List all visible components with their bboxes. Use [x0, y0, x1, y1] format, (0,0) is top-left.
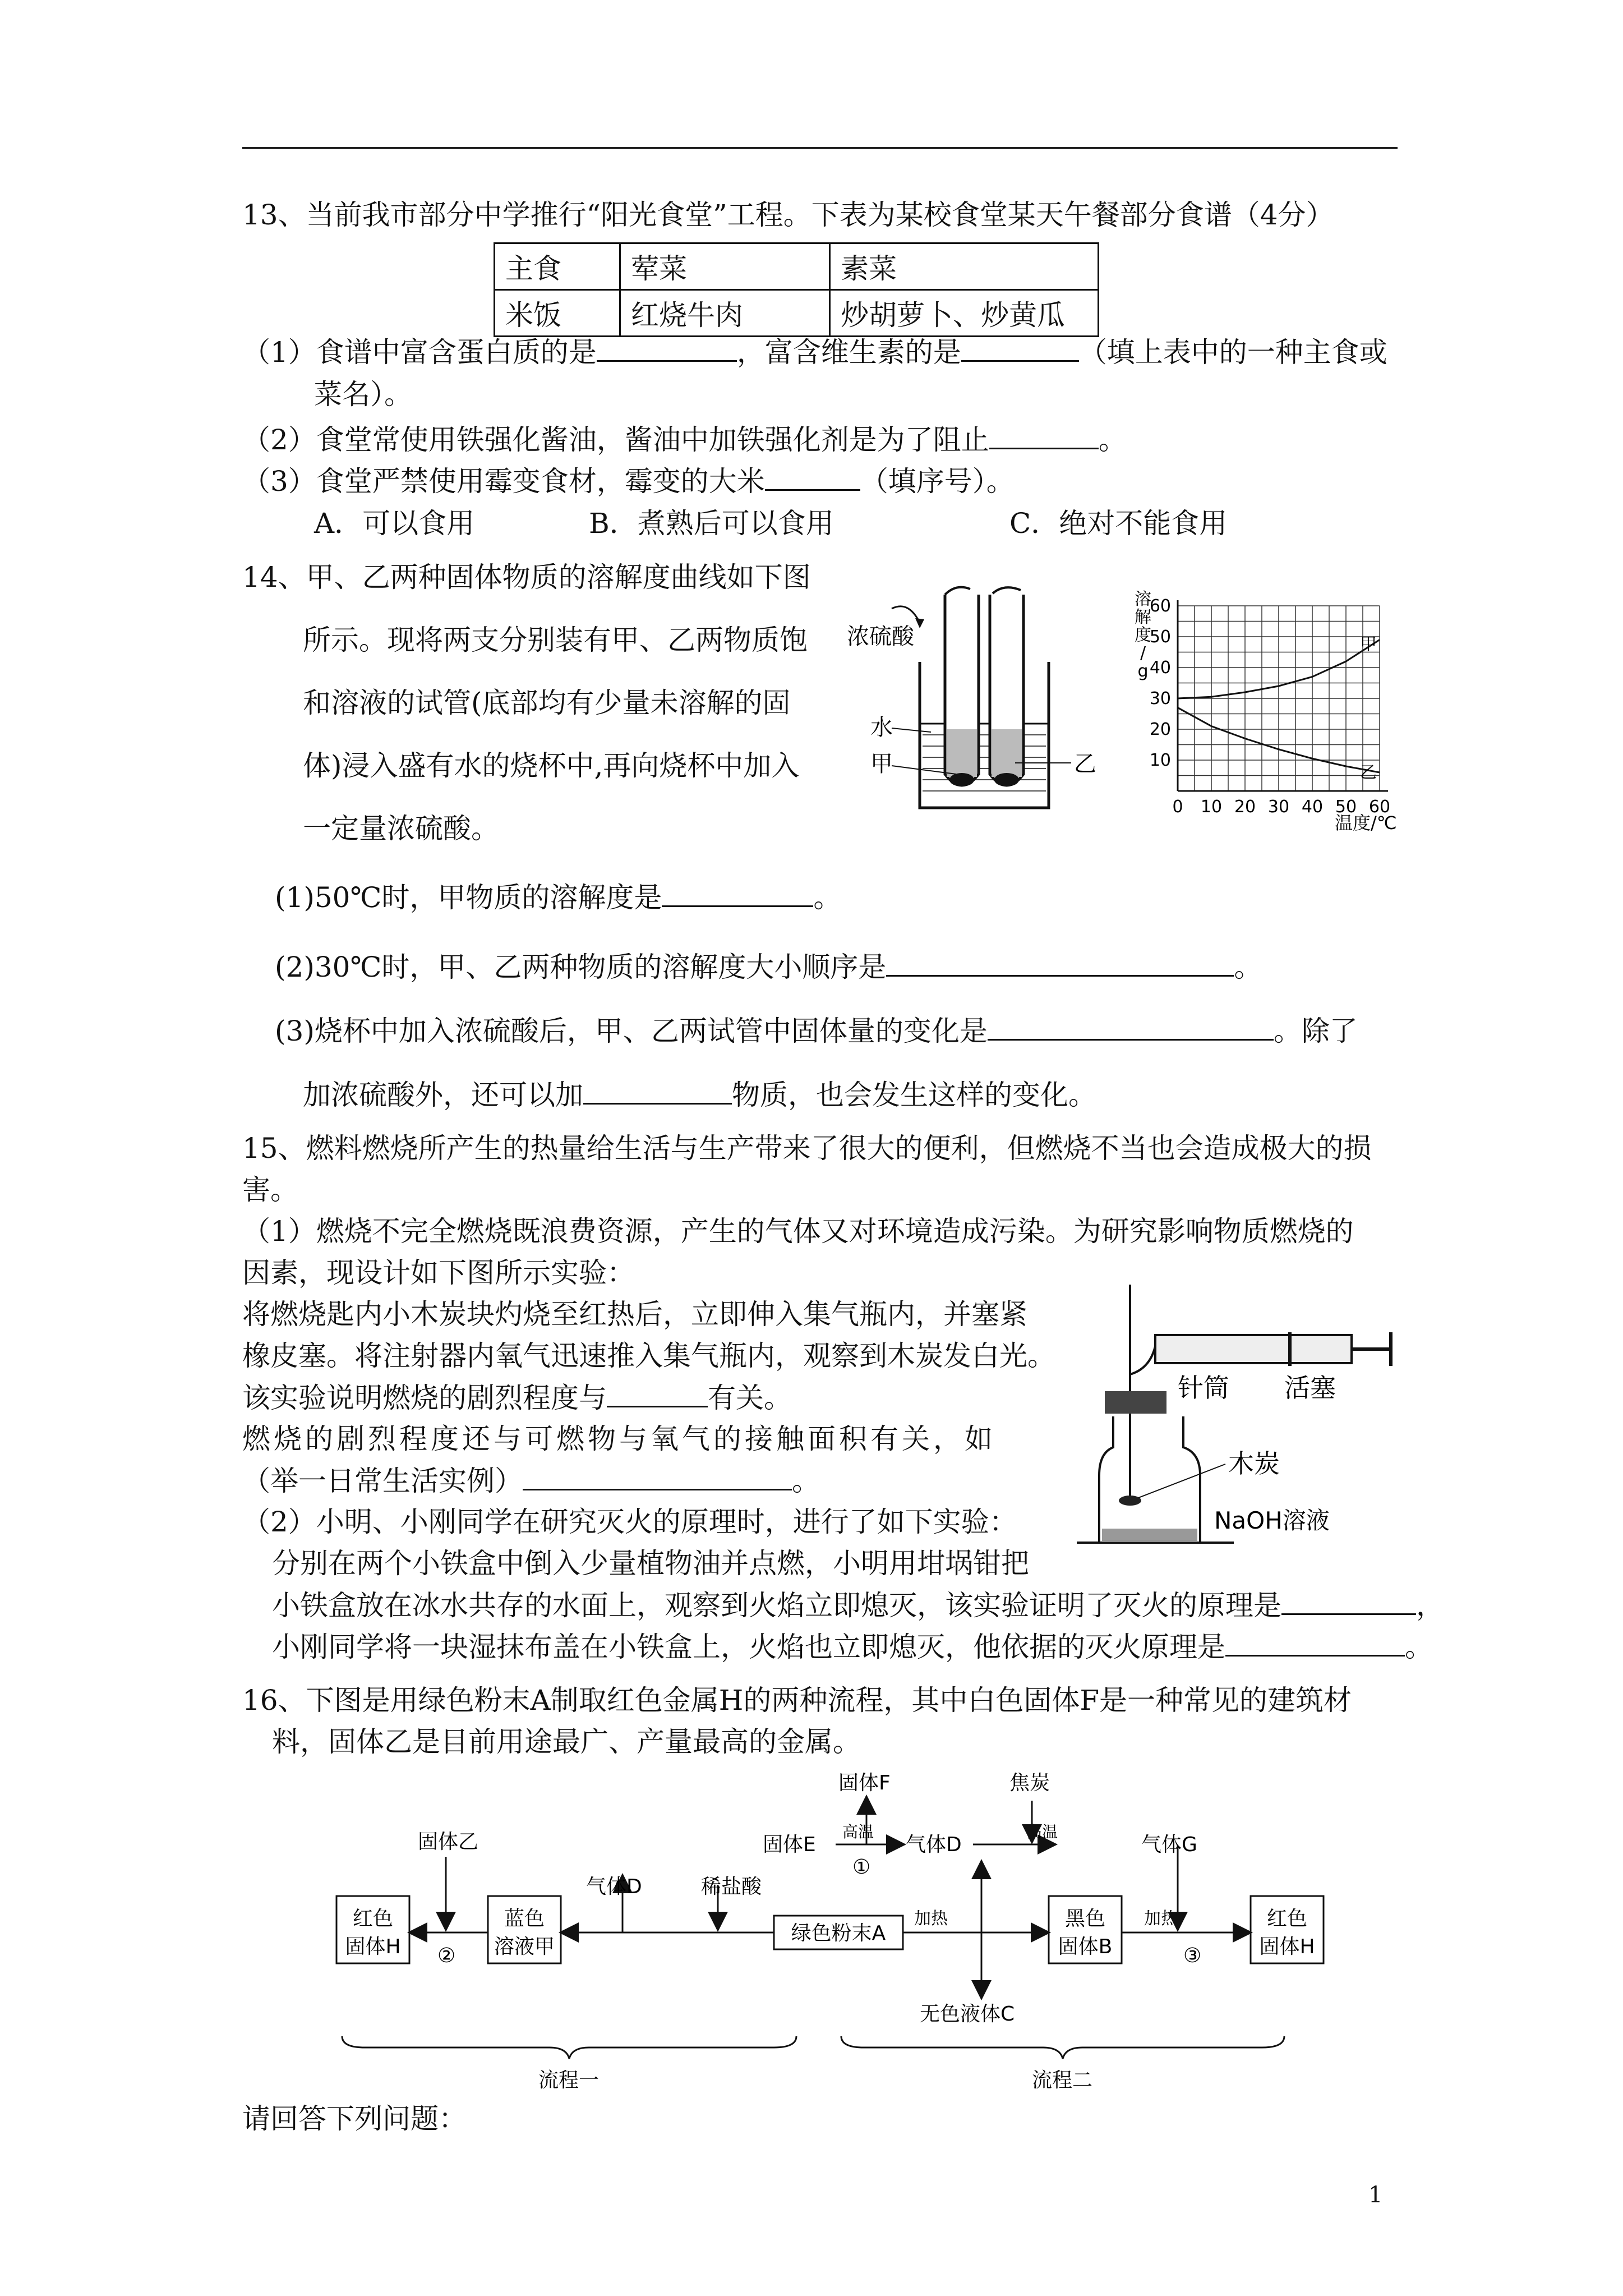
flow-label: ②: [437, 1944, 456, 1967]
text: 。: [792, 1465, 820, 1497]
q16-line2: 料，固体乙是目前用途最广、产量最高的金属。: [272, 1726, 861, 1758]
x-tick-label: 50: [1335, 797, 1357, 817]
q15-line10: （2）小明、小刚同学在研究灭火的原理时，进行了如下实验：: [242, 1506, 1017, 1538]
q13-part3: [242, 463, 1015, 499]
text: 小铁盒放在冰水共存的水面上，观察到火焰立即熄灭，该实验证明了灭火的原理是: [272, 1589, 1281, 1622]
text: （1）食谱中富含蛋白质的是: [242, 336, 597, 369]
solution-yi: [992, 729, 1022, 777]
x-tick-label: 20: [1234, 797, 1256, 817]
q14-part2: [275, 949, 1262, 984]
answer-blank[interactable]: [583, 1077, 732, 1105]
q15-line11: 分别在两个小铁盒中倒入少量植物油并点燃，小明用坩埚钳把: [272, 1547, 1029, 1580]
text: 。: [1234, 951, 1262, 983]
series-label: 甲: [1360, 634, 1377, 655]
box-label: 蓝色: [504, 1907, 545, 1930]
brace-flow2: [841, 2036, 1284, 2059]
plunger-label: 活塞: [1284, 1373, 1336, 1403]
q14-part3: [275, 1013, 1358, 1048]
q15-line6: 橡皮塞。将注射器内氧气迅速推入集气瓶内，观察到木炭发白光。: [242, 1340, 1055, 1372]
q13-title: 13、当前我市部分中学推行“阳光食堂”工程。下表为某校食堂某天午餐部分食谱（4分）: [242, 199, 1334, 231]
flow-label: 高温: [842, 1823, 874, 1841]
q15-line4: 因素，现设计如下图所示实验：: [242, 1257, 635, 1289]
q15-line9: [242, 1463, 820, 1498]
y-tick-label: 50: [1149, 627, 1171, 647]
gas-bottle-diagram: [1066, 1262, 1413, 1554]
solution-jia: [947, 729, 977, 777]
table-cell: 主食: [495, 243, 620, 290]
q13-option-b: B．煮熟后可以食用: [589, 507, 834, 540]
q13-option-a: A．可以食用: [314, 507, 475, 540]
flow-label: 流程二: [1032, 2069, 1093, 2092]
text: 小刚同学将一块湿抹布盖在小铁盒上，火焰也立即熄灭，他依据的灭火原理是: [272, 1631, 1225, 1663]
solution-label: NaOH溶液: [1214, 1507, 1330, 1534]
box-label: 绿色粉末A: [791, 1922, 886, 1945]
q15-line13: [272, 1629, 1433, 1664]
flow-label: 无色液体C: [920, 2003, 1015, 2026]
syringe-barrel: [1155, 1335, 1352, 1363]
q14-line4: 体)浸入盛有水的烧杯中,再向烧杯中加入: [303, 749, 800, 782]
answer-blank[interactable]: [989, 422, 1099, 449]
table-cell: 炒胡萝卜、炒黄瓜: [830, 290, 1099, 337]
text: 。: [1405, 1631, 1433, 1663]
text: 物质，也会发生这样的变化。: [732, 1079, 1096, 1111]
header-rule: [242, 147, 1398, 149]
flow-label: 固体F: [838, 1772, 891, 1795]
flow-label: ①: [852, 1856, 871, 1879]
solubility-chart: [1122, 578, 1413, 847]
series-label: 乙: [1360, 763, 1377, 783]
answer-blank[interactable]: [961, 334, 1079, 362]
table-cell: 米饭: [495, 290, 620, 337]
flow-label: 固体乙: [418, 1830, 479, 1853]
text: 该实验说明燃烧的剧烈程度与: [242, 1382, 607, 1414]
q14-line3: 和溶液的试管(底部均有少量未溶解的固: [303, 687, 791, 719]
flow-label: 稀盐酸: [701, 1875, 762, 1898]
text: （举一日常生活实例）: [242, 1465, 523, 1497]
jia-label: 甲: [870, 751, 893, 777]
x-tick-label: 10: [1200, 797, 1223, 817]
y-tick-label: 30: [1149, 689, 1171, 708]
box-label: 黑色: [1064, 1907, 1106, 1930]
x-tick-label: 30: [1267, 797, 1290, 817]
chart-ylabel: [1135, 590, 1151, 681]
brace-flow1: [342, 2036, 796, 2059]
flow-label: 加热: [914, 1909, 948, 1929]
box-label: 溶液甲: [494, 1935, 555, 1958]
water-label: 水: [870, 715, 893, 740]
q15-line3: （1）燃烧不完全燃烧既浪费资源，产生的气体又对环境造成污染。为研究影响物质燃烧的: [242, 1215, 1354, 1248]
text: （填上表中的一种主食或: [1078, 336, 1387, 369]
acid-pour-arrow: [892, 606, 920, 623]
text: 。: [813, 881, 842, 914]
box-label: 固体B: [1058, 1935, 1113, 1958]
q13-option-c: C．绝对不能食用: [1009, 507, 1228, 540]
answer-blank[interactable]: [1281, 1588, 1416, 1615]
text: (2)30℃时，甲、乙两种物质的溶解度大小顺序是: [275, 951, 887, 983]
text: 。: [1098, 424, 1127, 456]
menu-table: [494, 242, 1099, 337]
answer-blank[interactable]: [765, 463, 860, 491]
page-number: 1: [1368, 2182, 1383, 2208]
y-axis-label-char: 溶: [1135, 590, 1151, 609]
charcoal-label: 木炭: [1228, 1448, 1280, 1479]
q16-prompt: 请回答下列问题：: [242, 2102, 467, 2135]
yi-label: 乙: [1074, 751, 1096, 777]
text: (1)50℃时，甲物质的溶解度是: [275, 881, 662, 914]
flow-label: 气体D: [586, 1875, 642, 1898]
solid-jia: [949, 773, 974, 786]
acid-label: 浓硫酸: [847, 624, 914, 650]
text: 有关。: [708, 1382, 792, 1414]
flow-label: 流程一: [538, 2069, 600, 2092]
text: （填序号）。: [860, 465, 1015, 498]
flow-label: 焦炭: [1009, 1772, 1050, 1795]
y-axis-label-char: /: [1140, 643, 1146, 663]
y-axis-label-char: 解: [1135, 608, 1151, 627]
x-tick-label: 40: [1301, 797, 1324, 817]
box-label: 固体H: [1259, 1935, 1315, 1958]
table-row: [495, 290, 1099, 337]
table-cell: 素菜: [830, 243, 1099, 290]
box-label: 红色: [352, 1907, 394, 1930]
answer-blank[interactable]: [607, 1380, 708, 1407]
q15-line2: 害。: [242, 1174, 298, 1206]
answer-blank[interactable]: [1225, 1629, 1405, 1657]
chart-grid: [1178, 606, 1380, 791]
box-label: 固体H: [345, 1935, 401, 1958]
q13-part1-cont: 菜名）。: [314, 378, 412, 411]
rubber-stopper: [1105, 1391, 1166, 1414]
answer-blank[interactable]: [662, 880, 813, 907]
beaker-diagram: [836, 583, 1127, 836]
table-cell: 红烧牛肉: [620, 290, 830, 337]
y-axis-label-char: g: [1137, 661, 1149, 681]
y-tick-label: 10: [1149, 751, 1171, 770]
flow-label: 气体G: [1141, 1833, 1197, 1856]
y-axis-label-char: 度: [1135, 625, 1151, 645]
y-tick-label: 60: [1149, 596, 1171, 616]
y-tick-label: 20: [1149, 720, 1171, 739]
answer-blank[interactable]: [597, 334, 737, 362]
chart-xlabel: 温度/℃: [1335, 812, 1397, 834]
table-cell: 荤菜: [620, 243, 830, 290]
q15-line5: 将燃烧匙内小木炭块灼烧至红热后，立即伸入集气瓶内，并塞紧: [242, 1298, 1027, 1331]
solid-yi: [994, 773, 1019, 786]
q15-line1: 15、燃料燃烧所产生的热量给生活与生产带来了很大的便利，但燃烧不当也会造成极大的损: [242, 1132, 1372, 1165]
table-row: [495, 243, 1099, 290]
answer-blank[interactable]: [988, 1013, 1274, 1041]
x-tick-label: 60: [1368, 797, 1391, 817]
charcoal: [1119, 1496, 1141, 1506]
naoh-solution: [1102, 1529, 1197, 1541]
flow-diagram: [331, 1767, 1352, 2115]
q13-part1: [242, 334, 1387, 370]
q13-part2: [242, 422, 1127, 457]
q14-part3-cont: [303, 1077, 1096, 1112]
flow-label: 高温: [1026, 1823, 1058, 1841]
answer-blank[interactable]: [523, 1463, 792, 1490]
chart-ticks: [1150, 596, 1390, 817]
x-tick-label: 0: [1172, 797, 1183, 817]
flow-label: ③: [1183, 1944, 1202, 1967]
box-label: 红色: [1266, 1907, 1308, 1930]
q15-line7: [242, 1380, 792, 1415]
q15-line8: 燃烧的剧烈程度还与可燃物与氧气的接触面积有关，如: [242, 1423, 996, 1455]
flow-label: 气体D: [906, 1833, 962, 1856]
text: ，: [1416, 1589, 1444, 1622]
q14-line5: 一定量浓硫酸。: [303, 812, 499, 845]
text: (3)烧杯中加入浓硫酸后，甲、乙两试管中固体量的变化是: [275, 1015, 988, 1047]
flow-label: 固体E: [763, 1833, 816, 1856]
flow-label: 加热: [1144, 1909, 1178, 1929]
chart-axes: [1178, 600, 1388, 791]
text: 。除了: [1273, 1015, 1358, 1047]
syringe-label: 针筒: [1178, 1373, 1229, 1403]
text: 加浓硫酸外，还可以加: [303, 1079, 583, 1111]
y-tick-label: 40: [1149, 658, 1171, 678]
q14-line2: 所示。现将两支分别装有甲、乙两物质饱: [303, 624, 808, 656]
q15-line12: [272, 1588, 1444, 1623]
q16-line1: 16、下图是用绿色粉末A制取红色金属H的两种流程，其中白色固体F是一种常见的建筑材: [242, 1684, 1352, 1717]
text: （2）食堂常使用铁强化酱油，酱油中加铁强化剂是为了阻止: [242, 424, 989, 456]
text: ，富含维生素的是: [736, 336, 961, 369]
text: （3）食堂严禁使用霉变食材，霉变的大米: [242, 465, 765, 498]
answer-blank[interactable]: [886, 949, 1234, 977]
q14-part1: [275, 880, 841, 915]
q14-line1: 14、甲、乙两种固体物质的溶解度曲线如下图: [242, 561, 811, 593]
